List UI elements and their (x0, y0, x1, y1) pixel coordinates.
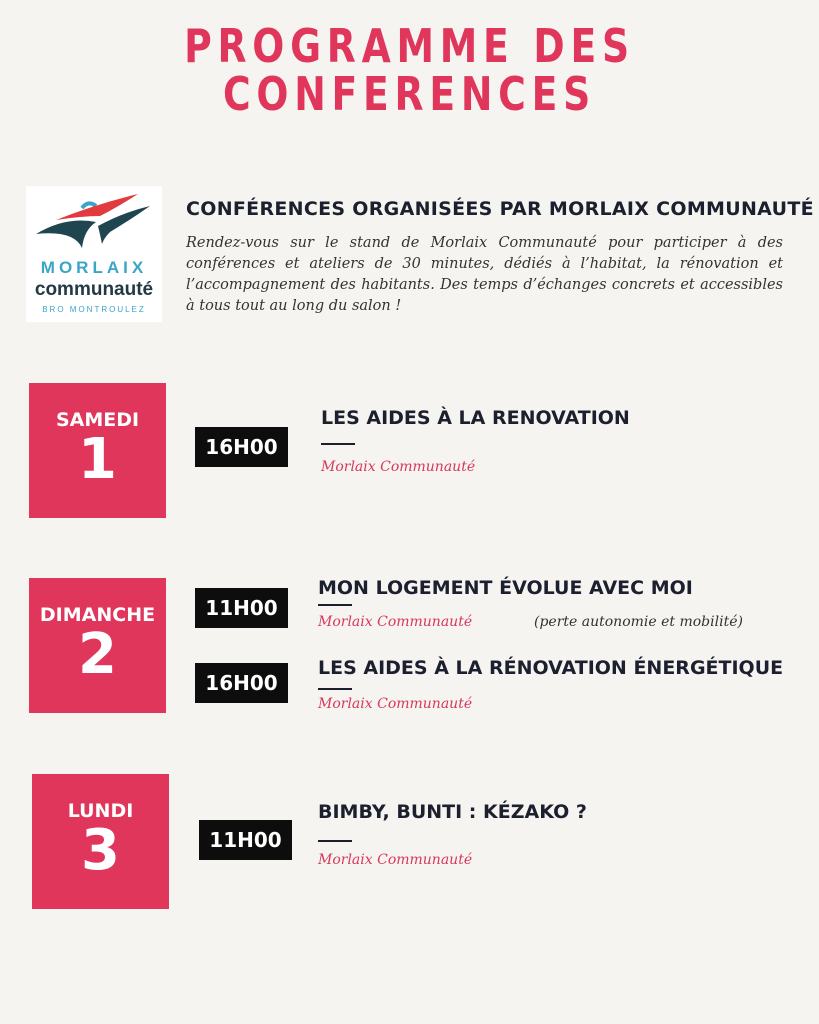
title-line-2: CONFERENCES (223, 67, 596, 121)
day-name: LUNDI (67, 800, 134, 822)
event-title: LES AIDES À LA RENOVATION (321, 407, 630, 429)
event-divider (321, 443, 355, 445)
logo-word-morlaix: MORLAIX (40, 258, 148, 277)
day-name: DIMANCHE (39, 604, 156, 626)
logo-swoosh-icon (26, 186, 162, 266)
event-time: 16H00 (195, 427, 288, 467)
event-time: 11H00 (199, 820, 292, 860)
event-organizer: Morlaix Communauté (318, 696, 473, 712)
event-organizer: Morlaix Communauté (321, 459, 476, 475)
intro-text: Rendez-vous sur le stand de Morlaix Communauté pour participer à des conférences et ateliers de 30 minutes, dédiés à l’habitat, la rénovation et l’accompagnement des habitants. Des temps d’échanges concrets et accessibles à tous tout au long du salon ! (186, 235, 783, 314)
logo-word-bro-montroulez: BRO MONTROULEZ (42, 305, 146, 314)
event-title: LES AIDES À LA RÉNOVATION ÉNERGÉTIQUE (318, 657, 784, 679)
event-note: (perte autonomie et mobilité) (534, 614, 743, 630)
event-organizer: Morlaix Communauté (318, 852, 473, 868)
event-title: BIMBY, BUNTI : KÉZAKO ? (318, 801, 587, 823)
morlaix-communaute-logo (26, 186, 162, 322)
day-box-dimanche (29, 578, 166, 713)
event-divider (318, 604, 352, 606)
day-number: 2 (78, 622, 117, 687)
page-title (74, 19, 746, 121)
day-box-samedi (29, 383, 166, 518)
event-time: 11H00 (195, 588, 288, 628)
event-organizer: Morlaix Communauté (318, 614, 473, 630)
event-divider (318, 840, 352, 842)
event-title: MON LOGEMENT ÉVOLUE AVEC MOI (318, 577, 693, 599)
intro-heading: CONFÉRENCES ORGANISÉES PAR MORLAIX COMMUNAUTÉ (186, 198, 814, 220)
day-box-lundi (32, 774, 169, 909)
title-line-1: PROGRAMME DES (184, 19, 635, 73)
day-name: SAMEDI (55, 409, 140, 431)
day-number: 3 (81, 818, 120, 883)
logo-word-communaute: communauté (34, 279, 154, 300)
day-number: 1 (78, 427, 117, 492)
event-time: 16H00 (195, 663, 288, 703)
event-divider (318, 688, 352, 690)
